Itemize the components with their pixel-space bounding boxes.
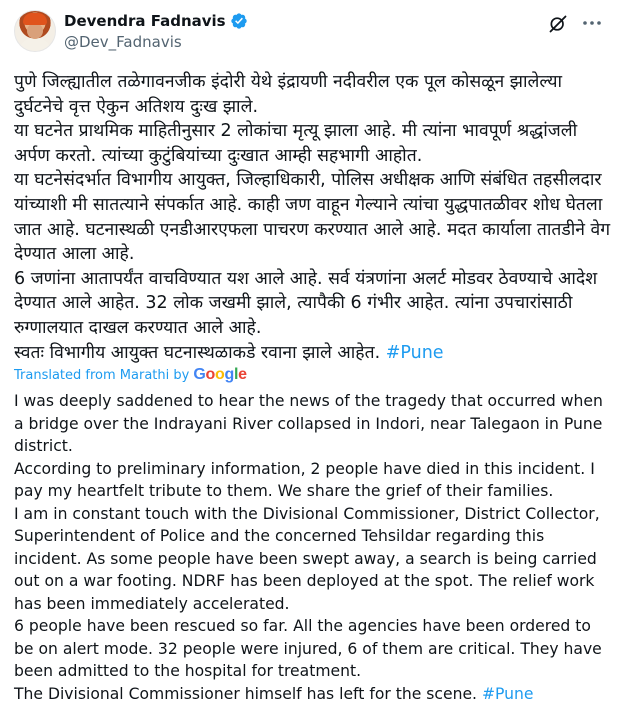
tweet-text-original xyxy=(14,70,614,365)
hashtag-link[interactable]: #Pune xyxy=(385,342,444,363)
verified-badge-icon xyxy=(230,12,248,30)
tweet-text-marathi: पुणे जिल्ह्यातील तळेगावनजीक इंदोरी येथे इंद्रायणी नदीवरील एक पूल कोसळून झालेल्या दुर्घटनेचे वृत्त ऐकुन अतिशय दुःख झाले. या घटनेत प्राथमिक माहितीनुसार 2 लोकांचा मृत्यू झाला आहे. मी त्यांना भावपूर्ण श्रद्धांजली अर्पण करतो. त्यांच्या कुटुंबियांच्या दुःखात आम्ही सहभागी आहोत. या घटनेसंदर्भात विभागीय आयुक्त, जिल्हाधिकारी, पोलिस अधीक्षक आणि संबंधित तहसीलदार यांच्याशी मी सातत्याने संपर्कात आहे. काही जण वाहून गेल्याने त्यांचा युद्धपातळीवर शोध घेतला जात आहे. घटनास्थळी एनडीआरएफला पाचरण करण्यात आले आहे. मदत कार्याला तातडीने वेग देण्यात आला आहे. 6 जणांना आतापर्यंत वाचविण्यात यश आले आहे. सर्व यंत्रणांना अलर्ट मोडवर ठेवण्याचे आदेश देण्यात आले आहेत. 32 लोक जखमी झाले, त्यापैकी 6 गंभीर आहेत. त्यांना उपचारांसाठी रुग्णालयात दाखल करण्यात आले आहे. स्वतः विभागीय आयुक्त घटनास्थळाकडे रवाना झाले आहेत. xyxy=(14,72,611,363)
translation-attribution[interactable] xyxy=(14,366,247,384)
tweet-header xyxy=(14,8,606,56)
more-options-icon[interactable] xyxy=(582,20,602,26)
hashtag-link[interactable]: #Pune xyxy=(481,684,534,703)
grok-icon[interactable] xyxy=(548,14,568,34)
author-avatar[interactable] xyxy=(14,10,56,52)
tweet-text-english: I was deeply saddened to hear the news of the tragedy that occurred when a bridge over the Indrayani River collapsed in Indori, near Talegaon in Pune district. According to preliminary information, 2 people have died in this incident. I pay my heartfelt tribute to them. We share the grief of their families. I am in constant touch with the Divisional Commissioner, District Collector, Superintendent of Police and the concerned Tehsildar regarding this incident. As some people have been swept away, a search is being carried out on a war footing. NDRF has been deployed at the spot. The relief work has been immediately accelerated. 6 people have been rescued so far. All the agencies have been ordered to be on alert mode. 32 people were injured, 6 of them are critical. They have been admitted to the hospital for treatment. The Divisional Commissioner himself has left for the scene. xyxy=(14,392,603,703)
tweet-text-translated xyxy=(14,390,614,705)
google-logo: Google xyxy=(193,366,247,383)
author-handle[interactable]: @Dev_Fadnavis xyxy=(64,33,182,51)
author-name[interactable]: Devendra Fadnavis xyxy=(64,12,226,30)
translated-label: Translated from Marathi by xyxy=(14,367,190,383)
author-name-row xyxy=(64,12,248,30)
